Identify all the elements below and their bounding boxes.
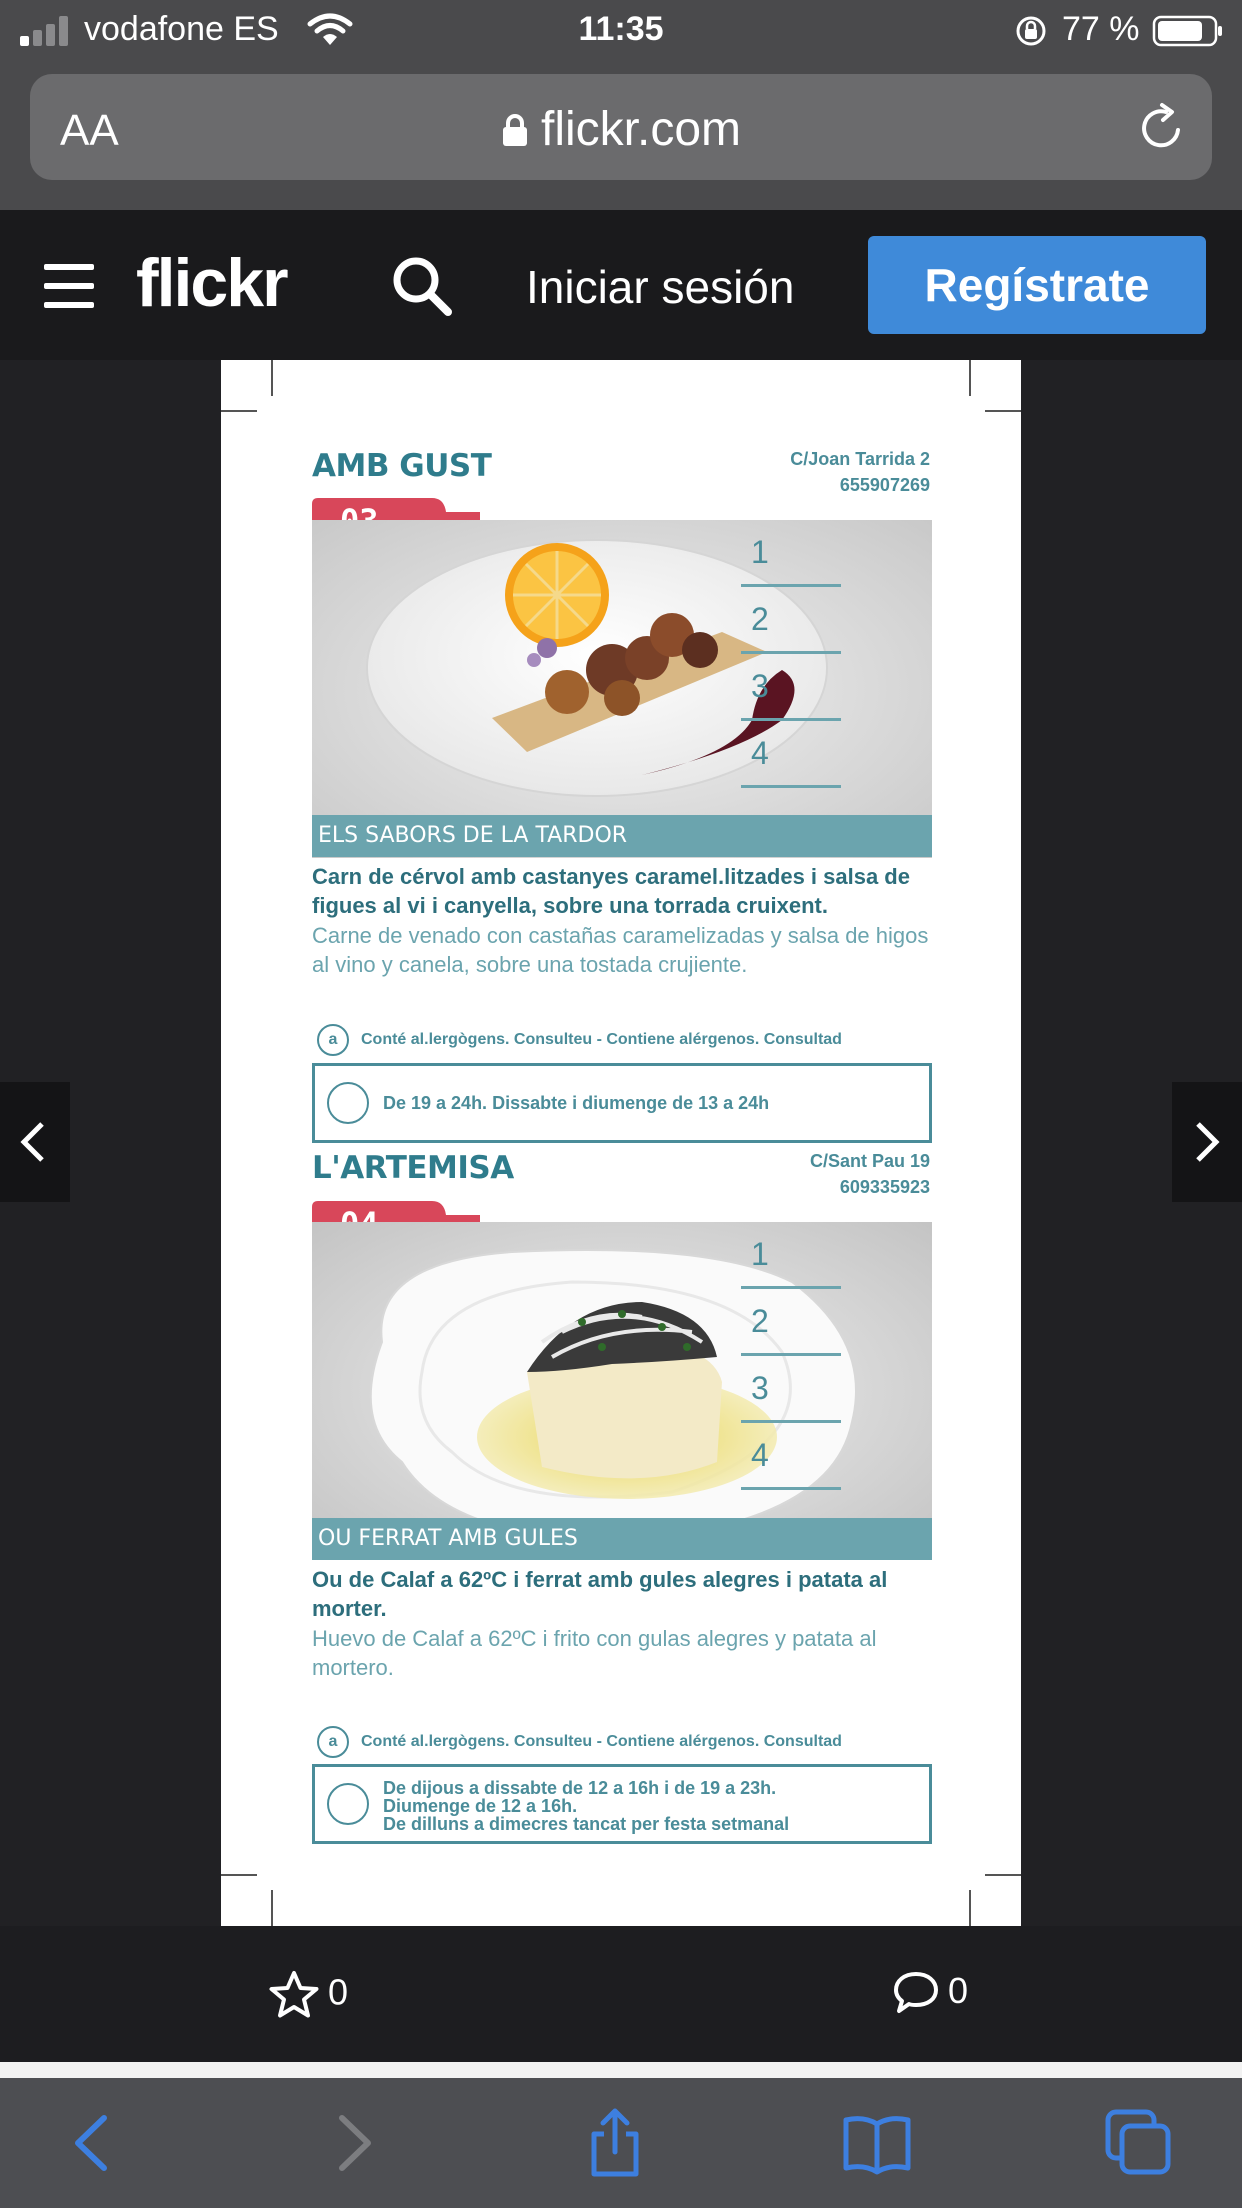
- chevron-left-icon: [16, 1122, 52, 1162]
- dish-title: OU FERRAT AMB GULES: [312, 1518, 932, 1560]
- padlock-icon: [501, 113, 529, 147]
- description-spanish: Huevo de Calaf a 62ºC i frito con gulas alegres y patata al mortero.: [312, 1626, 877, 1680]
- comment-icon: [892, 1970, 940, 2016]
- address-street: C/Joan Tarrida 2: [790, 449, 930, 469]
- forward-icon[interactable]: [318, 2108, 388, 2178]
- browser-toolbar: [0, 2078, 1242, 2208]
- comment-button[interactable]: [892, 1970, 968, 2016]
- rating-scale: [741, 1222, 841, 1490]
- chevron-circle-icon: [327, 1783, 369, 1825]
- restaurant-name: AMB GUST: [312, 448, 492, 484]
- comment-count: 0: [948, 1970, 969, 2011]
- allergen-text: Conté al.lergògens. Consulteu - Contiene alérgenos. Consultad: [361, 1733, 842, 1751]
- book-icon[interactable]: [842, 2108, 912, 2178]
- rating-scale: [741, 520, 841, 788]
- hours-text: De 19 a 24h. Dissabte i diumenge de 13 a 24h: [383, 1093, 770, 1113]
- carrier-label: vodafone ES: [84, 10, 279, 48]
- favorite-count: 0: [328, 1971, 349, 2013]
- menu-card-image[interactable]: [221, 360, 1021, 1926]
- dish-title: ELS SABORS DE LA TARDOR: [312, 815, 932, 857]
- divider: [0, 2062, 1242, 2078]
- rating-3: 3: [741, 1356, 841, 1423]
- rating-2: 2: [741, 1289, 841, 1356]
- back-icon[interactable]: [58, 2108, 128, 2178]
- address-street: C/Sant Pau 19: [809, 1151, 930, 1171]
- restaurant-address: [810, 1148, 930, 1200]
- description-spanish: Carne de venado con castañas caramelizadas y salsa de higos al vino y canela, sobre una tostada crujiente.: [312, 923, 929, 977]
- photo-actions-bar: [0, 1926, 1242, 2062]
- rating-1: 1: [741, 520, 841, 587]
- address-phone: 609335923: [839, 1177, 930, 1197]
- flickr-logo[interactable]: flickr: [136, 245, 287, 321]
- address-phone: 655907269: [839, 475, 930, 495]
- site-header: [0, 210, 1242, 360]
- allergen-notice: [317, 1024, 842, 1056]
- hours-line: De dilluns a dimecres tancat per festa setmanal: [383, 1814, 790, 1834]
- battery-icon: [1152, 14, 1224, 48]
- address-bar[interactable]: [30, 74, 1212, 180]
- restaurant-name: L'ARTEMISA: [312, 1150, 514, 1186]
- rating-3: 3: [741, 654, 841, 721]
- hours-text: [383, 1779, 789, 1833]
- hours-line: Diumenge de 12 a 16h.: [383, 1796, 578, 1816]
- allergen-text: Conté al.lergògens. Consulteu - Contiene alérgenos. Consultad: [361, 1031, 842, 1049]
- opening-hours: [312, 1063, 932, 1143]
- hamburger-icon[interactable]: [44, 264, 94, 308]
- signin-link[interactable]: Iniciar sesión: [526, 261, 795, 313]
- tabs-icon[interactable]: [1104, 2108, 1174, 2178]
- url-display[interactable]: [30, 102, 1212, 157]
- description-catalan: Ou de Calaf a 62ºC i ferrat amb gules alegres i patata al morter.: [312, 1567, 888, 1621]
- orientation-lock-icon: [1014, 14, 1048, 48]
- chevron-circle-icon: [327, 1082, 369, 1124]
- domain-text: flickr.com: [540, 103, 741, 156]
- browser-address-area: [0, 62, 1242, 210]
- opening-hours: [312, 1764, 932, 1844]
- allergen-notice: [317, 1726, 842, 1758]
- chevron-right-icon: [1188, 1122, 1224, 1162]
- status-bar: [0, 0, 1242, 62]
- rating-2: 2: [741, 587, 841, 654]
- photo-viewer: [0, 360, 1242, 1926]
- rating-4: 4: [741, 1423, 841, 1490]
- rating-1: 1: [741, 1222, 841, 1289]
- battery-percent: 77 %: [1062, 10, 1140, 48]
- text-size-button[interactable]: AA: [60, 106, 119, 155]
- register-button[interactable]: Regístrate: [868, 236, 1206, 334]
- hours-line: De dijous a dissabte de 12 a 16h i de 19 a 23h.: [383, 1778, 777, 1798]
- allergen-icon: a: [317, 1726, 349, 1758]
- previous-photo-button[interactable]: [0, 1082, 70, 1202]
- rating-4: 4: [741, 721, 841, 788]
- reload-icon[interactable]: [1136, 102, 1188, 154]
- search-icon[interactable]: [390, 254, 454, 318]
- restaurant-address: [790, 446, 930, 498]
- clock: 11:35: [578, 10, 664, 48]
- description-catalan: Carn de cérvol amb castanyes caramel.litzades i salsa de figues al vi i canyella, sobre una torrada cruixent.: [312, 864, 910, 918]
- share-icon[interactable]: [580, 2108, 650, 2178]
- allergen-icon: a: [317, 1024, 349, 1056]
- star-icon: [268, 1970, 320, 2020]
- next-photo-button[interactable]: [1172, 1082, 1242, 1202]
- favorite-button[interactable]: [268, 1970, 348, 2020]
